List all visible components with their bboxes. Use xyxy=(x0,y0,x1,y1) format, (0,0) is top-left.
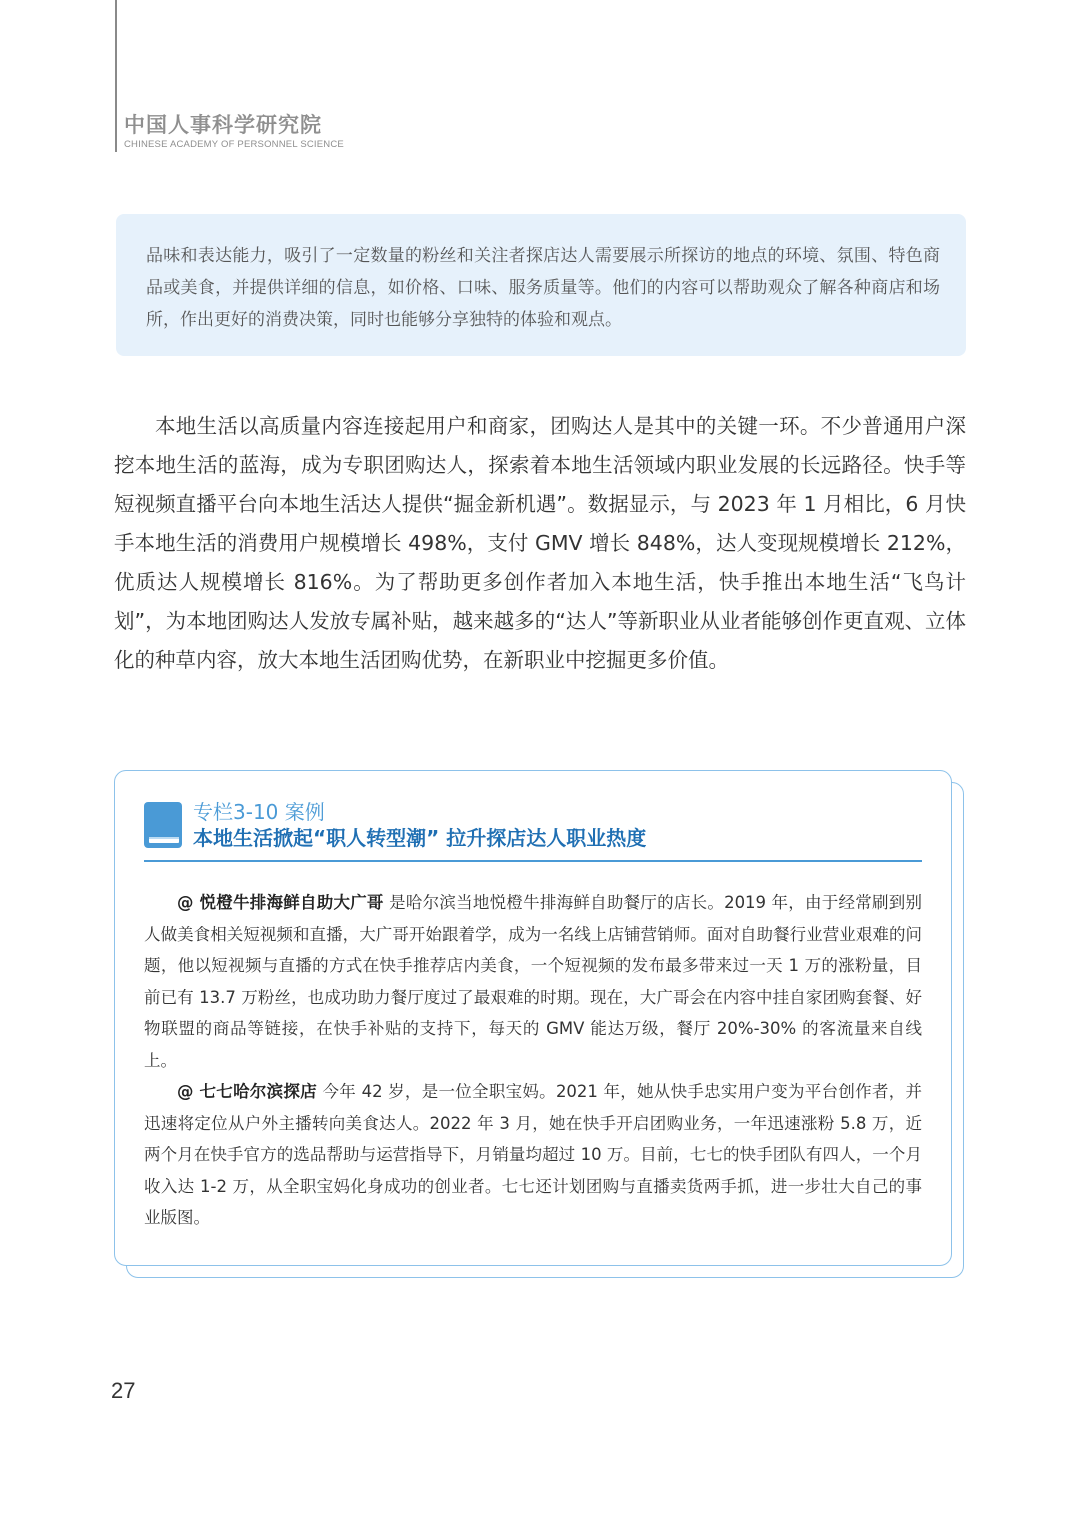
header-divider-line xyxy=(115,0,117,152)
column-title: 本地生活掀起“职人转型潮” 拉升探店达人职业热度 xyxy=(193,826,647,850)
book-icon xyxy=(144,802,182,848)
body-paragraph: 本地生活以高质量内容连接起用户和商家，团购达人是其中的关键一环。不少普通用户深挖本地生活的蓝海，成为专职团购达人，探索着本地生活领域内职业发展的长远路径。快手等短视频直播平台向本地生活达人提供“掘金新机遇”。数据显示，与 2023 年 1 月相比，6 月快手本地生活的消费用户规模增长 498%，支付 GMV 增长 848%，达人变现规模增长 212%，优质达人规模增长 816%。为了帮助更多创作者加入本地生活，快手推出本地生活“飞鸟计划”，为本地团购达人发放专属补贴，越来越多的“达人”等新职业从业者能够创作更直观、立体化的种草内容，放大本地生活团购优势，在新职业中挖掘更多价值。 xyxy=(114,414,966,672)
case-item xyxy=(144,887,922,1076)
case-text: 今年 42 岁，是一位全职宝妈。2021 年，她从快手忠实用户变为平台创作者，并迅速将定位从户外主播转向美食达人。2022 年 3 月，她在快手开启团购业务，一年迅速涨粉 5.8 万，近两个月在快手官方的选品帮助与运营指导下，月销量均超过 10 万。目前，七七的快手团队有四人，一个月收入达 1-2 万，从全职宝妈化身成功的创业者。七七还计划团购与直播卖货两手抓，进一步壮大自己的事业版图。 xyxy=(144,1082,923,1227)
case-name: @ 七七哈尔滨探店 xyxy=(177,1082,317,1101)
case-text: 是哈尔滨当地悦橙牛排海鲜自助餐厅的店长。2019 年，由于经常刷到别人做美食相关短视频和直播，大广哥开始跟着学，成为一名线上店铺营销师。面对自助餐行业营业艰难的问题，他以短视频与直播的方式在快手推荐店内美食，一个短视频的发布最多带来过一天 1 万的涨粉量，目前已有 13.7 万粉丝，也成功助力餐厅度过了最艰难的时期。现在，大广哥会在内容中挂自家团购套餐、好物联盟的商品等链接，在快手补贴的支持下，每天的 GMV 能达万级，餐厅 20%-30% 的客流量来自线上。 xyxy=(144,893,923,1070)
org-name-en: CHINESE ACADEMY OF PERSONNEL SCIENCE xyxy=(124,139,344,150)
column-title-rule xyxy=(144,860,922,862)
callout-box xyxy=(116,214,966,356)
case-name: @ 悦橙牛排海鲜自助大广哥 xyxy=(177,893,384,912)
case-item xyxy=(144,1076,922,1234)
callout-text: 品味和表达能力，吸引了一定数量的粉丝和关注者探店达人需要展示所探访的地点的环境、氛围、特色商品或美食，并提供详细的信息，如价格、口味、服务质量等。他们的内容可以帮助观众了解各种商店和场所，作出更好的消费决策，同时也能够分享独特的体验和观点。 xyxy=(146,246,940,330)
column-number: 专栏3-10 案例 xyxy=(193,800,325,824)
body-text xyxy=(114,407,966,680)
page-number: 27 xyxy=(111,1378,136,1403)
org-logo xyxy=(124,112,344,151)
org-name-cn: 中国人事科学研究院 xyxy=(124,113,322,137)
case-list xyxy=(144,887,922,1234)
